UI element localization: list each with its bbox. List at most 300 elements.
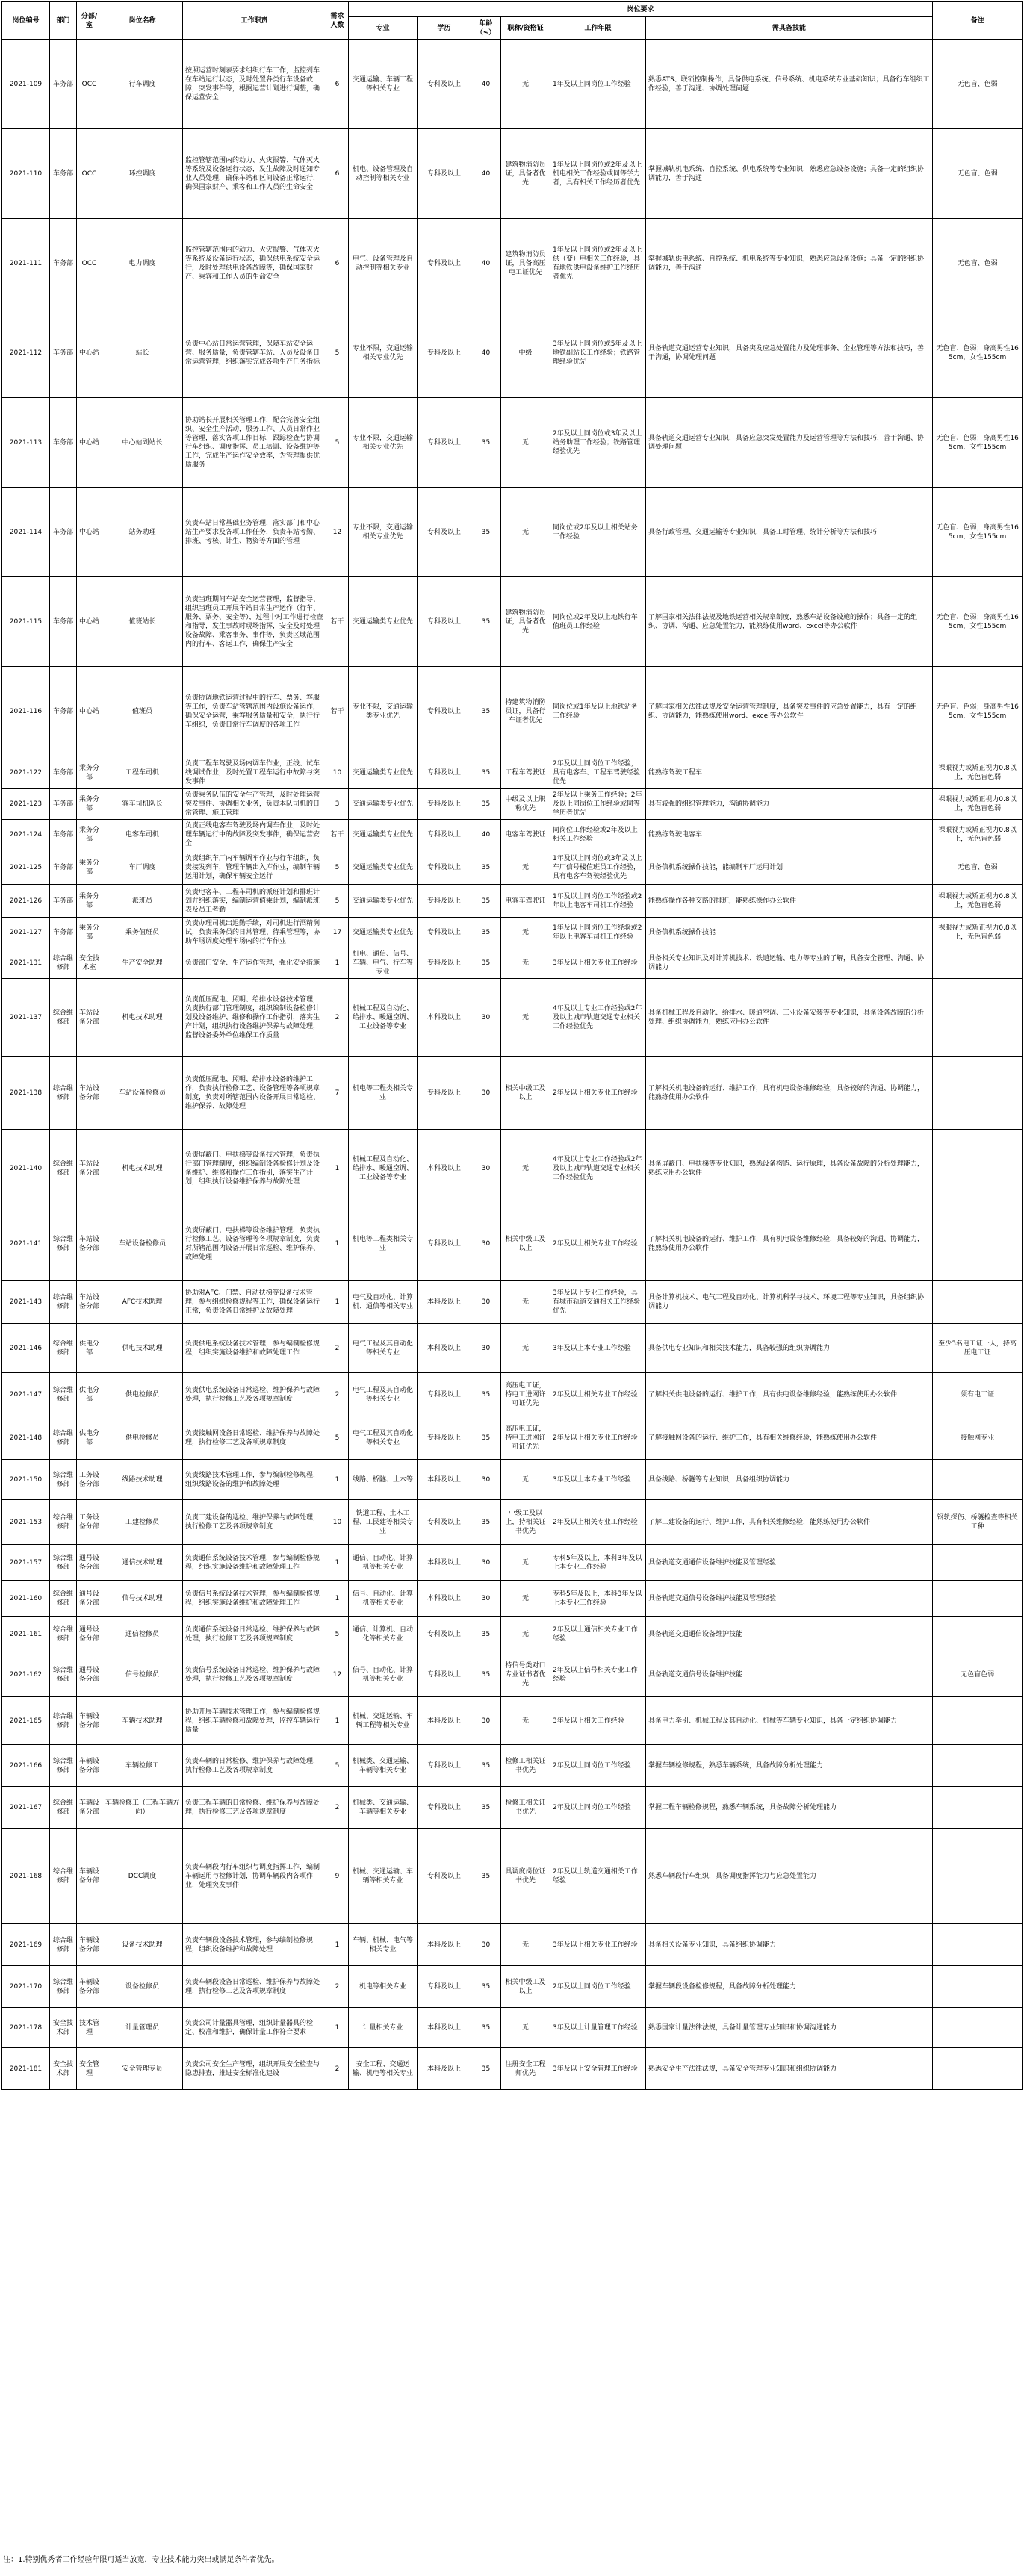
cell-count: 2 — [326, 1373, 349, 1416]
cell-skills: 具备屏蔽门、电扶梯等专业知识，熟悉设备构造、运行原理，具备设备故障的分析处理能力，熟练应用办公软件 — [646, 1130, 933, 1207]
table-row — [2, 1460, 1023, 1500]
cell-note — [933, 1130, 1023, 1207]
cell-age: 30 — [471, 1207, 501, 1281]
cell-name: 乘务值班员 — [102, 918, 183, 948]
cell-major: 机械类、交通运输、车辆等相关专业 — [349, 1787, 418, 1829]
cell-edu: 本科及以上 — [418, 2008, 471, 2048]
cell-unit: 车站设备分部 — [77, 1207, 102, 1281]
cell-unit: 通号设备分部 — [77, 1652, 102, 1697]
cell-major: 电气、设备管理及自动控制等相关专业 — [349, 219, 418, 308]
cell-dept: 综合维修部 — [50, 1130, 77, 1207]
cell-name: 机电技术助理 — [102, 979, 183, 1057]
cell-edu: 专科及以上 — [418, 820, 471, 850]
table-row — [2, 308, 1023, 398]
cell-name: 供电检修员 — [102, 1416, 183, 1460]
cell-cert: 中级 — [501, 308, 550, 398]
cell-name: 电客车司机 — [102, 820, 183, 850]
cell-duty: 负责屏蔽门、电扶梯等设备维护管理，负责执行检修工艺、设备管理等各项规章制度，负责对所辖范围内设备开展日常巡检、维护保养、故障处理 — [183, 1207, 326, 1281]
cell-skills: 具备行政管理、交通运输等专业知识，具备工时管理、统计分析等方法和技巧 — [646, 488, 933, 577]
cell-edu: 专科及以上 — [418, 1500, 471, 1545]
cell-unit: 供电分部 — [77, 1324, 102, 1373]
cell-note: 至少3名电工证一人，持高压电工证 — [933, 1324, 1023, 1373]
cell-major: 计量相关专业 — [349, 2008, 418, 2048]
cell-edu: 专科及以上 — [418, 918, 471, 948]
cell-major: 专业不限，交通运输类专业优先 — [349, 667, 418, 756]
cell-note — [933, 2048, 1023, 2090]
cell-duty: 负责车辆的日常检修、维护保养与故障处理，执行检修工艺及各项规章制度 — [183, 1745, 326, 1787]
cell-code: 2021-162 — [2, 1652, 50, 1697]
cell-skills: 掌握工程车辆检修规程，熟悉车辆系统，具备故障分析处理能力 — [646, 1787, 933, 1829]
cell-code: 2021-131 — [2, 948, 50, 979]
cell-duty: 负责低压配电、照明、给排水设备技术管理，负责执行部门管理制度，组织编制设备检修计划及设备维护、维修和操作工作指引，落实生产计划，组织执行设备维护保养与故障处理，监督设备委外单位维保工作质量 — [183, 979, 326, 1057]
cell-note: 无色盲、色弱；身高男性165cm，女性155cm — [933, 577, 1023, 667]
header-unit: 分部/室 — [77, 2, 102, 40]
recruitment-table — [1, 1, 1023, 2090]
cell-exp: 4年及以上专业工作经验或2年及以上城市轨道交通专业相关工作经验优先 — [550, 979, 646, 1057]
cell-count: 2 — [326, 1324, 349, 1373]
table-row — [2, 1545, 1023, 1581]
cell-age: 35 — [471, 1745, 501, 1787]
cell-skills: 具备电力牵引、机械工程及其自动化、机械等车辆专业知识，具备一定组织协调能力 — [646, 1697, 933, 1745]
cell-dept: 综合维修部 — [50, 1581, 77, 1617]
cell-duty: 监控管辖范围内的动力、火灾报警、气体灭火等系统及设备运行状态，发生故障及时通知专业人员处理，确保车站和区间设备正常运行，确保国家财产、乘客和工作人员的生命安全 — [183, 129, 326, 219]
cell-unit: 中心站 — [77, 488, 102, 577]
cell-skills: 掌握城轨机电系统、自控系统、供电系统等专业知识，熟悉应急设备设施；具备一定的组织协调能力，善于沟通 — [646, 129, 933, 219]
cell-age: 35 — [471, 667, 501, 756]
cell-code: 2021-127 — [2, 918, 50, 948]
cell-dept: 车务部 — [50, 398, 77, 488]
table-row — [2, 1745, 1023, 1787]
cell-dept: 车务部 — [50, 667, 77, 756]
cell-code: 2021-148 — [2, 1416, 50, 1460]
cell-name: 通信技术助理 — [102, 1545, 183, 1581]
cell-count: 6 — [326, 219, 349, 308]
cell-major: 机械工程及自动化、给排水、暖通空调、工业设备等专业 — [349, 979, 418, 1057]
cell-cert: 无 — [501, 1460, 550, 1500]
header-cert: 职称/资格证 — [501, 17, 550, 40]
cell-code: 2021-111 — [2, 219, 50, 308]
cell-edu: 本科及以上 — [418, 1324, 471, 1373]
cell-dept: 安全技术部 — [50, 2048, 77, 2090]
cell-count: 1 — [326, 1460, 349, 1500]
cell-duty: 负责中心站日常运营管理，保障车站安全运营、服务质量，负责管辖车站、人员及设备日常运营管理，组织落实完成各项生产任务指标 — [183, 308, 326, 398]
table-row — [2, 488, 1023, 577]
cell-name: 供电检修员 — [102, 1373, 183, 1416]
cell-cert: 高压电工证，持电工进网许可证优先 — [501, 1416, 550, 1460]
cell-major: 机电、通信、信号、车辆、电气、行车等专业 — [349, 948, 418, 979]
cell-age: 35 — [471, 789, 501, 820]
cell-major: 交通运输类专业优先 — [349, 756, 418, 789]
cell-age: 30 — [471, 1057, 501, 1130]
cell-code: 2021-122 — [2, 756, 50, 789]
cell-count: 7 — [326, 1057, 349, 1130]
cell-dept: 综合维修部 — [50, 1500, 77, 1545]
cell-exp: 3年及以上安全管理工作经验 — [550, 2048, 646, 2090]
cell-dept: 车务部 — [50, 308, 77, 398]
cell-name: 通信检修员 — [102, 1617, 183, 1652]
table-row — [2, 850, 1023, 885]
cell-cert: 无 — [501, 918, 550, 948]
cell-age: 35 — [471, 918, 501, 948]
cell-age: 35 — [471, 948, 501, 979]
cell-major: 交通运输类专业优先 — [349, 850, 418, 885]
table-row — [2, 1373, 1023, 1416]
cell-duty: 负责车辆段设备日常巡检、维护保养与故障处理，执行检修工艺及各项规章制度 — [183, 1966, 326, 2008]
cell-note: 无色盲、色弱 — [933, 40, 1023, 129]
cell-exp: 3年及以上专业工作经验，具有城市轨道交通相关工作经验优先 — [550, 1281, 646, 1324]
cell-name: 工程车司机 — [102, 756, 183, 789]
cell-age: 30 — [471, 979, 501, 1057]
cell-code: 2021-112 — [2, 308, 50, 398]
cell-age: 35 — [471, 1829, 501, 1924]
cell-edu: 专科及以上 — [418, 577, 471, 667]
cell-duty: 负责车站日常基础业务管理，落实部门和中心站生产要求及各项工作任务，负责车站考勤、排班、考核、计生、物资等方面的管理 — [183, 488, 326, 577]
cell-age: 30 — [471, 1697, 501, 1745]
cell-code: 2021-170 — [2, 1966, 50, 2008]
cell-code: 2021-168 — [2, 1829, 50, 1924]
cell-code: 2021-116 — [2, 667, 50, 756]
cell-count: 5 — [326, 1745, 349, 1787]
cell-count: 1 — [326, 2008, 349, 2048]
cell-exp: 2年及以上信号相关专业工作经验 — [550, 1652, 646, 1697]
cell-exp: 2年及以上相关专业工作经验 — [550, 1057, 646, 1130]
cell-note: 无色盲、色弱；身高男性165cm，女性155cm — [933, 308, 1023, 398]
cell-edu: 本科及以上 — [418, 1460, 471, 1500]
cell-code: 2021-167 — [2, 1787, 50, 1829]
cell-unit: 中心站 — [77, 398, 102, 488]
cell-name: 中心站副站长 — [102, 398, 183, 488]
cell-code: 2021-178 — [2, 2008, 50, 2048]
cell-note — [933, 1581, 1023, 1617]
cell-exp: 3年及以上相关专业工作经验 — [550, 1924, 646, 1966]
table-row — [2, 1207, 1023, 1281]
cell-exp: 1年及以上同岗位或2年及以上机电相关工作经验或同等学力者，具有相关工作经历者优先 — [550, 129, 646, 219]
cell-note — [933, 1924, 1023, 1966]
cell-note — [933, 1829, 1023, 1924]
cell-exp: 1年及以上同岗位或3年及以上车厂信号楼值班员工作经验，具有电客车驾驶经验优先 — [550, 850, 646, 885]
header-duty: 工作职责 — [183, 2, 326, 40]
table-row — [2, 1697, 1023, 1745]
cell-skills: 具备轨道交通信号设备维护技能及管理经验 — [646, 1581, 933, 1617]
cell-note — [933, 2008, 1023, 2048]
cell-skills: 具备相关专业知识及对计算机技术、铁道运输、电力等专业的了解，具备安全管理、沟通、协调能力 — [646, 948, 933, 979]
cell-exp: 2年及以上同岗位工作经验，具有电客车、工程车驾驶经验优先 — [550, 756, 646, 789]
cell-exp: 同岗位或2年及以上地铁行车值班员工作经验 — [550, 577, 646, 667]
cell-edu: 本科及以上 — [418, 1130, 471, 1207]
header-name: 岗位名称 — [102, 2, 183, 40]
cell-skills: 能熟练驾驶电客车 — [646, 820, 933, 850]
cell-dept: 综合维修部 — [50, 979, 77, 1057]
cell-skills: 具备计算机技术、电气工程及自动化、计算机科学与技术、环境工程等专业知识，具备组织协调能力 — [646, 1281, 933, 1324]
cell-count: 12 — [326, 1652, 349, 1697]
cell-dept: 车务部 — [50, 885, 77, 918]
cell-unit: 供电分部 — [77, 1373, 102, 1416]
cell-note: 无色盲、色弱 — [933, 219, 1023, 308]
cell-edu: 专科及以上 — [418, 1057, 471, 1130]
cell-note — [933, 1617, 1023, 1652]
cell-age: 35 — [471, 2008, 501, 2048]
cell-edu: 专科及以上 — [418, 308, 471, 398]
cell-name: 车辆检修工 — [102, 1745, 183, 1787]
cell-cert: 检修工相关证书优先 — [501, 1745, 550, 1787]
table-header — [2, 2, 1023, 40]
cell-name: 计量管理员 — [102, 2008, 183, 2048]
cell-cert: 相关中级工及以上 — [501, 1207, 550, 1281]
cell-code: 2021-137 — [2, 979, 50, 1057]
cell-dept: 综合维修部 — [50, 1697, 77, 1745]
cell-duty: 负责接触网设备日常巡检、维护保养与故障处理，执行检修工艺及各项规章制度 — [183, 1416, 326, 1460]
cell-code: 2021-157 — [2, 1545, 50, 1581]
cell-cert: 无 — [501, 948, 550, 979]
cell-age: 40 — [471, 219, 501, 308]
cell-skills: 具备供电专业知识和相关技术能力，具备较强的组织协调能力 — [646, 1324, 933, 1373]
cell-major: 交通运输类专业优先 — [349, 577, 418, 667]
cell-exp: 2年及以上相关专业工作经验 — [550, 1500, 646, 1545]
cell-unit: 通号设备分部 — [77, 1617, 102, 1652]
cell-dept: 综合维修部 — [50, 1617, 77, 1652]
table-row — [2, 918, 1023, 948]
cell-major: 机械类、交通运输、车辆等相关专业 — [349, 1745, 418, 1787]
cell-age: 35 — [471, 488, 501, 577]
header-age: 年龄（≤） — [471, 17, 501, 40]
cell-dept: 综合维修部 — [50, 1787, 77, 1829]
cell-code: 2021-143 — [2, 1281, 50, 1324]
cell-name: 站长 — [102, 308, 183, 398]
cell-age: 35 — [471, 1617, 501, 1652]
cell-duty: 负责信号系统设备技术管理，参与编制检修规程，组织实施设备维护和故障处理工作 — [183, 1581, 326, 1617]
cell-exp: 2年及以上相关专业工作经验 — [550, 1416, 646, 1460]
cell-duty: 负责低压配电、照明、给排水设备的维护工作，负责执行检修工艺、设备管理等各项规章制度，负责对所辖范围内设备开展日常巡检、维护保养、故障处理 — [183, 1057, 326, 1130]
cell-cert: 无 — [501, 1924, 550, 1966]
cell-name: 值班站长 — [102, 577, 183, 667]
cell-edu: 专科及以上 — [418, 1373, 471, 1416]
table-row — [2, 2008, 1023, 2048]
cell-name: 站务助理 — [102, 488, 183, 577]
table-body — [2, 40, 1023, 2090]
cell-major: 线路、桥隧、土木等 — [349, 1460, 418, 1500]
cell-exp: 3年及以上计量管理工作经验 — [550, 2008, 646, 2048]
table-row — [2, 1057, 1023, 1130]
cell-cert: 中级工及以上，持相关证书优先 — [501, 1500, 550, 1545]
cell-cert: 建筑物消防员证，具备者优先 — [501, 577, 550, 667]
cell-count: 3 — [326, 789, 349, 820]
cell-exp: 同岗位或2年及以上相关站务工作经验 — [550, 488, 646, 577]
cell-count: 2 — [326, 1787, 349, 1829]
cell-age: 35 — [471, 1416, 501, 1460]
cell-note — [933, 1966, 1023, 2008]
cell-cert: 无 — [501, 1130, 550, 1207]
header-requirements: 岗位要求 — [349, 2, 933, 17]
cell-exp: 3年及以上相关工作经验 — [550, 1697, 646, 1745]
cell-age: 35 — [471, 1500, 501, 1545]
cell-skills: 掌握车辆段设备检修规程，具备故障分析处理能力 — [646, 1966, 933, 2008]
cell-name: 值班员 — [102, 667, 183, 756]
cell-unit: 车辆设备分部 — [77, 1745, 102, 1787]
cell-dept: 综合维修部 — [50, 948, 77, 979]
cell-dept: 综合维修部 — [50, 1745, 77, 1787]
cell-count: 10 — [326, 1500, 349, 1545]
cell-code: 2021-109 — [2, 40, 50, 129]
cell-skills: 了解相关供电设备的运行、维护工作，具有供电设备维修经验，能熟练使用办公软件 — [646, 1373, 933, 1416]
table-row — [2, 1966, 1023, 2008]
cell-cert: 电客车驾驶证 — [501, 820, 550, 850]
cell-name: 线路技术助理 — [102, 1460, 183, 1500]
cell-code: 2021-169 — [2, 1924, 50, 1966]
cell-unit: 技术管理 — [77, 2008, 102, 2048]
cell-name: 设备技术助理 — [102, 1924, 183, 1966]
cell-count: 6 — [326, 129, 349, 219]
cell-major: 交通运输类专业优先 — [349, 820, 418, 850]
cell-code: 2021-150 — [2, 1460, 50, 1500]
table-row — [2, 1416, 1023, 1460]
cell-exp: 2年及以上轨道交通相关工作经验 — [550, 1829, 646, 1924]
cell-unit: 车站设备分部 — [77, 1130, 102, 1207]
cell-exp: 2年及以上同岗位或3年及以上站务助理工作经验；铁路管理经验优先 — [550, 398, 646, 488]
cell-duty: 负责公司计量器具管理，组织计量器具的检定、校准和维护，确保计量工作符合要求 — [183, 2008, 326, 2048]
cell-duty: 负责工程车驾驶及场内调车作业，正线、试车线调试作业，及时处置工程车运行中故障与突发事件 — [183, 756, 326, 789]
header-skills: 需具备技能 — [646, 17, 933, 40]
cell-edu: 本科及以上 — [418, 1924, 471, 1966]
cell-age: 35 — [471, 1373, 501, 1416]
cell-major: 车辆、机械、电气等相关专业 — [349, 1924, 418, 1966]
cell-cert: 具调度岗位证书优先 — [501, 1829, 550, 1924]
cell-unit: 中心站 — [77, 577, 102, 667]
cell-major: 专业不限，交通运输相关专业优先 — [349, 308, 418, 398]
cell-cert: 无 — [501, 2008, 550, 2048]
cell-major: 机电等工程类相关专业 — [349, 1207, 418, 1281]
cell-note: 须有电工证 — [933, 1373, 1023, 1416]
cell-code: 2021-124 — [2, 820, 50, 850]
cell-name: 电力调度 — [102, 219, 183, 308]
cell-major: 通信、自动化、计算机等相关专业 — [349, 1545, 418, 1581]
cell-major: 交通运输类专业优先 — [349, 885, 418, 918]
cell-age: 40 — [471, 820, 501, 850]
cell-note — [933, 1207, 1023, 1281]
cell-major: 机电等相关专业 — [349, 1966, 418, 2008]
table-row — [2, 1829, 1023, 1924]
cell-code: 2021-125 — [2, 850, 50, 885]
cell-code: 2021-123 — [2, 789, 50, 820]
cell-cert: 无 — [501, 850, 550, 885]
cell-count: 2 — [326, 979, 349, 1057]
cell-code: 2021-147 — [2, 1373, 50, 1416]
cell-name: 车站设备检修员 — [102, 1207, 183, 1281]
cell-edu: 本科及以上 — [418, 1281, 471, 1324]
table-row — [2, 40, 1023, 129]
cell-code: 2021-126 — [2, 885, 50, 918]
cell-code: 2021-110 — [2, 129, 50, 219]
cell-count: 5 — [326, 308, 349, 398]
cell-unit: 车站设备分部 — [77, 1281, 102, 1324]
cell-unit: 工务设备分部 — [77, 1460, 102, 1500]
cell-name: 机电技术助理 — [102, 1130, 183, 1207]
cell-age: 40 — [471, 40, 501, 129]
cell-note: 无色盲、色弱 — [933, 850, 1023, 885]
cell-edu: 本科及以上 — [418, 2048, 471, 2090]
cell-name: 车辆技术助理 — [102, 1697, 183, 1745]
cell-dept: 综合维修部 — [50, 1924, 77, 1966]
cell-count: 2 — [326, 2048, 349, 2090]
cell-age: 40 — [471, 308, 501, 398]
table-row — [2, 1130, 1023, 1207]
cell-dept: 综合维修部 — [50, 1324, 77, 1373]
cell-dept: 综合维修部 — [50, 1281, 77, 1324]
cell-dept: 车务部 — [50, 488, 77, 577]
cell-count: 5 — [326, 1416, 349, 1460]
cell-edu: 专科及以上 — [418, 1652, 471, 1697]
cell-major: 电气工程及其自动化等相关专业 — [349, 1324, 418, 1373]
cell-cert: 高压电工证，持电工进网许可证优先 — [501, 1373, 550, 1416]
cell-major: 机电等工程类相关专业 — [349, 1057, 418, 1130]
cell-cert: 中级及以上职称优先 — [501, 789, 550, 820]
cell-skills: 具备轨道交通运营专业知识，具备突发应急处置能力及处理事务、企业管理等方法和技巧，善于沟通，协调处理问题 — [646, 308, 933, 398]
cell-dept: 安全技术部 — [50, 2008, 77, 2048]
cell-dept: 综合维修部 — [50, 1416, 77, 1460]
cell-exp: 2年及以上通信相关专业工作经验 — [550, 1617, 646, 1652]
table-row — [2, 667, 1023, 756]
cell-count: 若干 — [326, 667, 349, 756]
cell-count: 若干 — [326, 820, 349, 850]
cell-dept: 综合维修部 — [50, 1829, 77, 1924]
cell-cert: 无 — [501, 1324, 550, 1373]
cell-age: 30 — [471, 1281, 501, 1324]
cell-duty: 负责工建设备的巡检、维护保养与故障处理，执行检修工艺及各项规章制度 — [183, 1500, 326, 1545]
cell-major: 安全工程、交通运输、机电等相关专业 — [349, 2048, 418, 2090]
cell-count: 1 — [326, 1281, 349, 1324]
cell-cert: 无 — [501, 398, 550, 488]
cell-cert: 无 — [501, 40, 550, 129]
cell-duty: 负责屏蔽门、电扶梯等设备技术管理，负责执行部门管理制度，组织编制设备检修计划及设备维护、维修和操作工作指引，落实生产计划，组织执行设备维护保养与故障处理 — [183, 1130, 326, 1207]
cell-edu: 本科及以上 — [418, 1581, 471, 1617]
cell-unit: 工务设备分部 — [77, 1500, 102, 1545]
header-edu: 学历 — [418, 17, 471, 40]
cell-major: 机械工程及自动化、给排水、暖通空调、工业设备等专业 — [349, 1130, 418, 1207]
table-row — [2, 1581, 1023, 1617]
cell-note — [933, 1545, 1023, 1581]
cell-unit: 乘务分部 — [77, 820, 102, 850]
table-row — [2, 820, 1023, 850]
table-row — [2, 1281, 1023, 1324]
table-row — [2, 789, 1023, 820]
cell-skills: 掌握城轨供电系统、自控系统、机电系统等专业知识，熟悉应急设备设施；具备一定的组织协调能力，善于沟通 — [646, 219, 933, 308]
cell-skills: 了解国家相关法律法规及地铁运营相关规章制度，熟悉车站设备设施的操作；具备一定的组织、协调、沟通、应急处置能力，能熟练使用word、excel等办公软件 — [646, 577, 933, 667]
cell-count: 12 — [326, 488, 349, 577]
cell-dept: 车务部 — [50, 129, 77, 219]
cell-code: 2021-161 — [2, 1617, 50, 1652]
cell-unit: 车辆设备分部 — [77, 1829, 102, 1924]
cell-exp: 1年及以上同岗位工作经验或2年以上电客车司机工作经验 — [550, 885, 646, 918]
table-row — [2, 1787, 1023, 1829]
cell-unit: 乘务分部 — [77, 789, 102, 820]
header-exp: 工作年限 — [550, 17, 646, 40]
cell-code: 2021-114 — [2, 488, 50, 577]
cell-name: DCC调度 — [102, 1829, 183, 1924]
cell-edu: 专科及以上 — [418, 488, 471, 577]
cell-count: 5 — [326, 850, 349, 885]
cell-age: 35 — [471, 2048, 501, 2090]
cell-count: 1 — [326, 1545, 349, 1581]
cell-exp: 2年及以上相关专业工作经验 — [550, 1207, 646, 1281]
cell-edu: 专科及以上 — [418, 850, 471, 885]
cell-age: 30 — [471, 1545, 501, 1581]
cell-unit: OCC — [77, 40, 102, 129]
cell-count: 2 — [326, 1966, 349, 2008]
cell-duty: 负责办理司机出退勤手续，对司机进行酒精测试，负责乘务员的日常管理、待乘管理等，协助车场调度处理车场内的行车作业 — [183, 918, 326, 948]
cell-cert: 持建筑物消防员证，具备行车证者优先 — [501, 667, 550, 756]
cell-count: 若干 — [326, 577, 349, 667]
cell-edu: 专科及以上 — [418, 40, 471, 129]
table-row — [2, 885, 1023, 918]
